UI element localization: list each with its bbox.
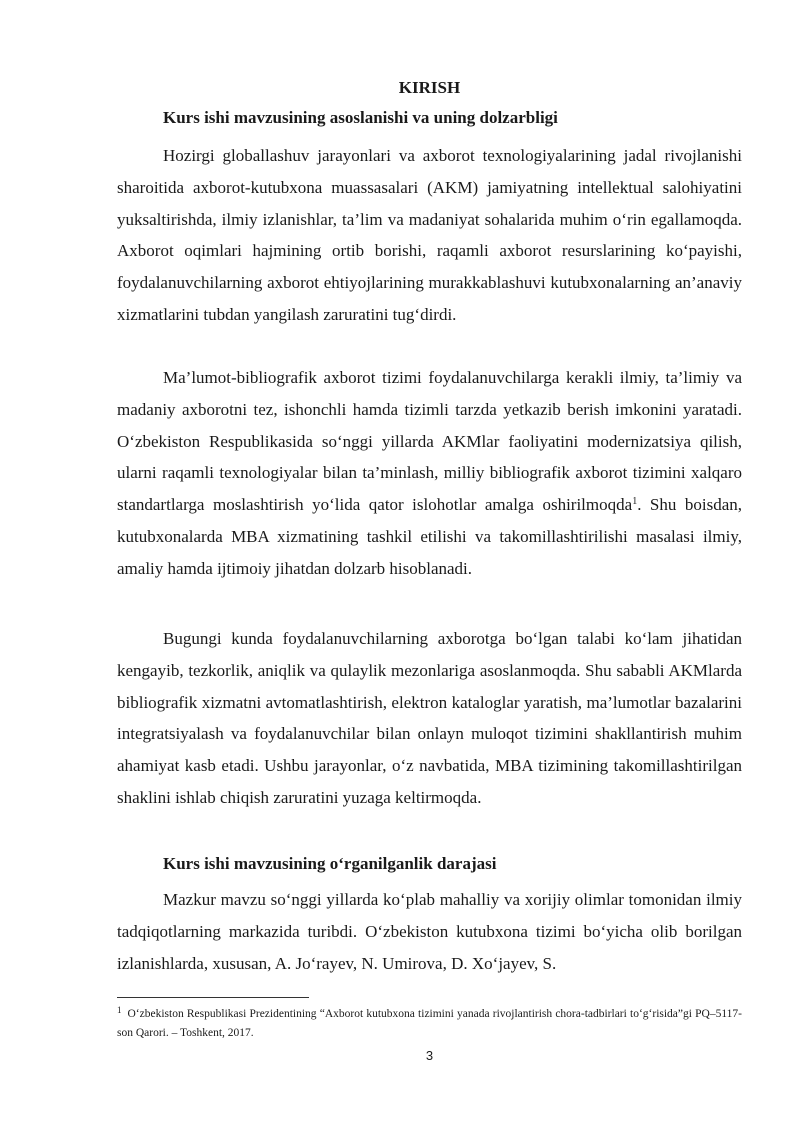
document-title: KIRISH	[398, 78, 461, 97]
footnote-reference[interactable]: 1	[632, 496, 638, 508]
footnote-number: 1	[117, 1005, 122, 1015]
footnote	[117, 1005, 742, 1043]
paragraph-3: Bugungi kunda foydalanuvchilarning axborotga bo‘lgan talabi ko‘lam jihatidan kengayib, tezkorlik, aniqlik va qulaylik mezonlariga asoslanmoqda. Shu sababli AKMlarda bibliografik xizmatni avtomatlashtirish, elektron kataloglar yaratish, ma’lumotlar bazalarini integratsiyalash va foydalanuvchilar bilan onlayn muloqot tizimini shakllantirish muhim ahamiyat kasb etadi. Ushbu jarayonlar, o‘z navbatida, MBA tizimining takomillashtirilgan shaklini ishlab chiqish zaruratini yuzaga keltirmoqda.	[117, 629, 742, 807]
paragraph-2-text-a: Ma’lumot-bibliografik axborot tizimi foydalanuvchilarga kerakli ilmiy, ta’limiy va madaniy axborotni tez, ishonchli hamda tizimli tarzda yetkazib berish imkonini yaratadi. O‘zbekiston Respublikasida so‘nggi yillarda AKMlar faoliyatini modernizatsiya qilish, ularni raqamli texnologiyalar bilan ta’minlash, milliy bibliografik axborot tizimini xalqaro standartlarga moslashtirish yo‘lida qator islohotlar amalga oshirilmoqda	[117, 368, 742, 515]
paragraph-2-text-b: . Shu boisdan, kutubxonalarda MBA xizmatining tashkil etilishi va takomillashtirilishi masalasi ilmiy, amaliy hamda ijtimoiy jihatdan dolzarb hisoblanadi.	[117, 495, 743, 578]
footnote-text: O‘zbekiston Respublikasi Prezidentining “Axborot kutubxona tizimini yanada rivojlantirish chora-tadbirlari to‘g‘risida”gi PQ–5117-son Qarori. – Toshkent, 2017.	[117, 1008, 742, 1039]
footnote-separator	[117, 997, 309, 998]
section-heading-study-level: Kurs ishi mavzusining o‘rganilganlik darajasi	[163, 854, 497, 873]
paragraph-2	[117, 362, 742, 585]
page-number: 3	[425, 1048, 434, 1063]
section-heading-relevance: Kurs ishi mavzusining asoslanishi va uning dolzarbligi	[163, 108, 558, 127]
paragraph-1: Hozirgi globallashuv jarayonlari va axborot texnologiyalarining jadal rivojlanishi sharoitida axborot-kutubxona muassasalari (AKM) jamiyatning intellektual salohiyatini yuksaltirishda, ilmiy izlanishlar, ta’lim va madaniyat sohalarida muhim o‘rin egallamoqda. Axborot oqimlari hajmining ortib borishi, raqamli axborot resurslarining ko‘payishi, foydalanuvchilarning axborot ehtiyojlarining murakkablashuvi kutubxonalarning an’anaviy xizmatlarini tubdan yangilash zaruratini tug‘dirdi.	[117, 146, 742, 324]
paragraph-4: Mazkur mavzu so‘nggi yillarda ko‘plab mahalliy va xorijiy olimlar tomonidan ilmiy tadqiqotlarning markazida turibdi. O‘zbekiston kutubxona tizimi bo‘yicha olib borilgan izlanishlarda, xususan, A. Jo‘rayev, N. Umirova, D. Xo‘jayev, S.	[117, 890, 742, 973]
